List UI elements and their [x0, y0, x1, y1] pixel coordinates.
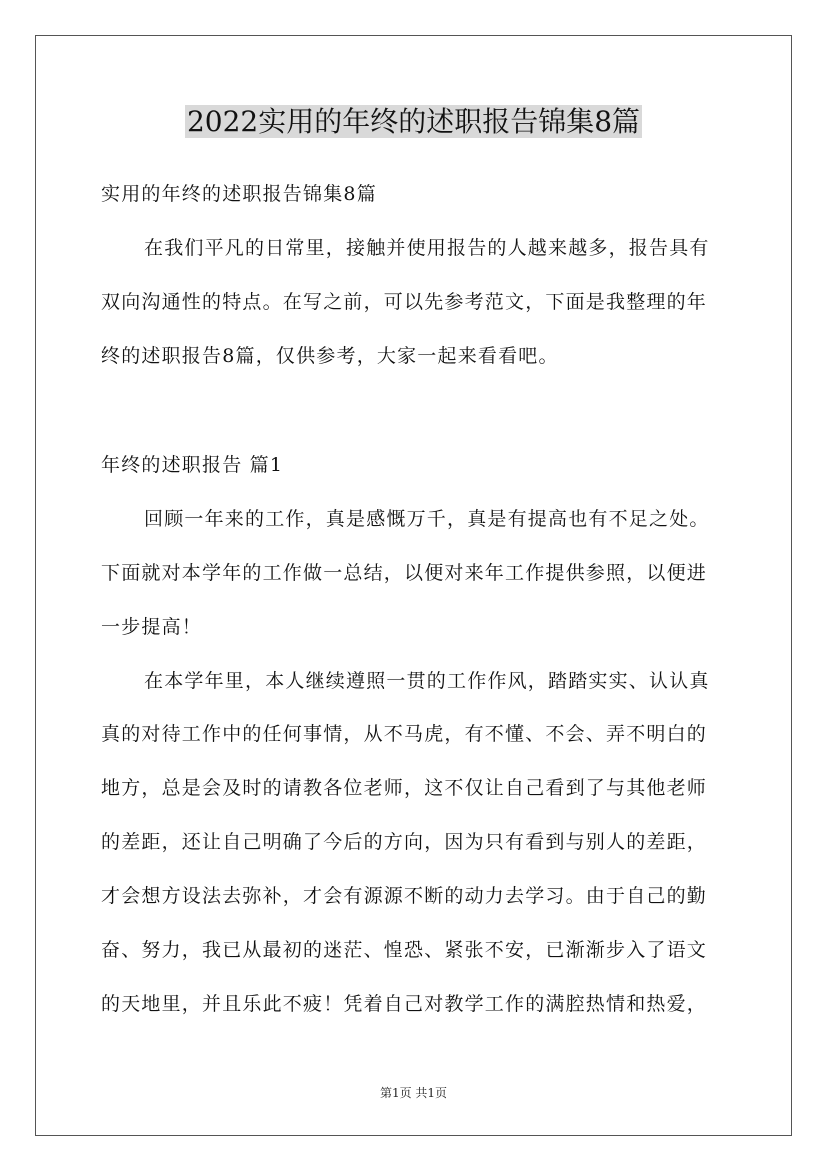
intro-line-2: 双向沟通性的特点。在写之前，可以先参考范文，下面是我整理的年	[101, 291, 708, 313]
document-title	[0, 100, 827, 144]
para2-line-4: 的差距，还让自己明确了今后的方向，因为只有看到与别人的差距，	[101, 831, 708, 853]
para2-line-3: 地方，总是会及时的请教各位老师，这不仅让自己看到了与其他老师	[101, 777, 708, 799]
section-heading-1: 年终的述职报告 篇1	[101, 454, 284, 476]
para2-line-5: 才会想方设法去弥补，才会有源源不断的动力去学习。由于自己的勤	[101, 885, 708, 907]
intro-line-3: 终的述职报告8篇，仅供参考，大家一起来看看吧。	[101, 345, 559, 367]
page-number-footer: 第1页 共1页	[379, 1086, 448, 1100]
para1-line-1: 回顾一年来的工作，真是感慨万千，真是有提高也有不足之处。	[144, 508, 710, 530]
intro-line-1: 在我们平凡的日常里，接触并使用报告的人越来越多，报告具有	[144, 237, 710, 259]
para2-line-2: 真的对待工作中的任何事情，从不马虎，有不懂、不会、弄不明白的	[101, 723, 708, 745]
document-title-text: 2022实用的年终的述职报告锦集8篇	[186, 105, 641, 138]
para1-line-3: 一步提高！	[101, 616, 203, 638]
para2-line-6: 奋、努力，我已从最初的迷茫、惶恐、紧张不安，已渐渐步入了语文	[101, 939, 708, 961]
document-subtitle: 实用的年终的述职报告锦集8篇	[101, 183, 377, 205]
para2-line-1: 在本学年里，本人继续遵照一贯的工作作风，踏踏实实、认认真	[144, 670, 710, 692]
para2-line-7: 的天地里，并且乐此不疲！凭着自己对教学工作的满腔热情和热爱，	[101, 993, 708, 1015]
para1-line-2: 下面就对本学年的工作做一总结，以便对来年工作提供参照，以便进	[101, 562, 708, 584]
